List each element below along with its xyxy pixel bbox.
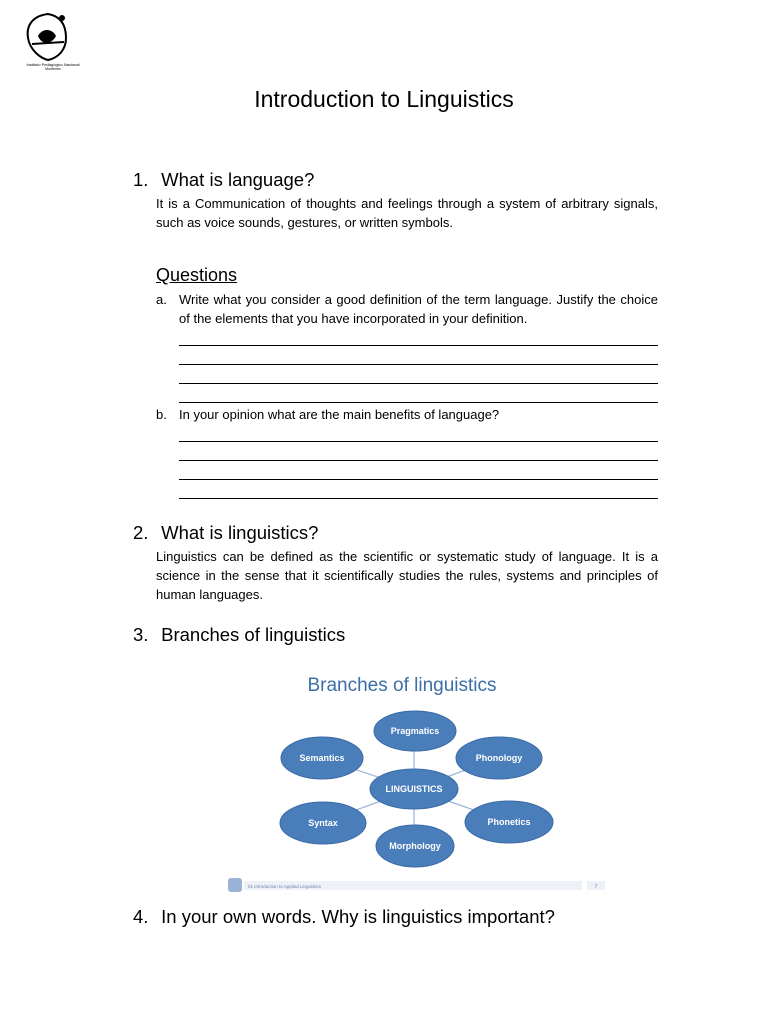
section-title: Branches of linguistics <box>161 624 346 645</box>
answer-line[interactable] <box>179 402 658 403</box>
node-phonetics <box>465 801 553 843</box>
node-semantics <box>281 737 363 779</box>
answer-line[interactable] <box>179 364 658 365</box>
node-label: LINGUISTICS <box>385 784 443 794</box>
document-title: Introduction to Linguistics <box>254 86 514 112</box>
node-pragmatics <box>374 711 456 751</box>
question-letter: b. <box>156 407 167 422</box>
section-number: 3. <box>133 624 149 645</box>
answer-line[interactable] <box>179 441 658 442</box>
section-title: What is language? <box>161 169 315 190</box>
answer-line[interactable] <box>179 460 658 461</box>
section-1-body: It is a Communication of thoughts and feelings through a system of arbitrary signals, such as voice sounds, gestures, or written symbols. <box>156 196 658 230</box>
section-1-heading <box>133 169 314 191</box>
question-letter: a. <box>156 292 167 307</box>
node-phonology <box>456 737 542 779</box>
svg-text:Monterrey: Monterrey <box>45 67 61 70</box>
slide-footer-logo-icon <box>228 878 242 892</box>
diagram-title: Branches of linguistics <box>307 675 497 696</box>
answer-line[interactable] <box>179 498 658 499</box>
section-4-heading <box>133 906 555 928</box>
section-number: 2. <box>133 522 149 543</box>
answer-line[interactable] <box>179 383 658 384</box>
section-number: 4. <box>133 906 149 927</box>
node-syntax <box>280 802 366 844</box>
section-number: 1. <box>133 169 149 190</box>
institution-logo <box>18 8 88 70</box>
section-2-body: Linguistics can be defined as the scientific or systematic study of language. It is a science in the sense that it scientifically studies the rules, systems and principles of human languages. <box>156 549 658 602</box>
answer-line[interactable] <box>179 345 658 346</box>
svg-text:Instituto Pedagógico Nacional: Instituto Pedagógico Nacional <box>26 62 80 67</box>
section-title: What is linguistics? <box>161 522 319 543</box>
question-text: Write what you consider a good definition of the term language. Justify the choice of the elements that you have incorporated in your definition. <box>179 292 658 326</box>
node-label: Phonetics <box>487 817 531 827</box>
answer-line[interactable] <box>179 479 658 480</box>
question-a <box>156 290 658 328</box>
section-3-heading <box>133 624 345 646</box>
node-linguistics <box>370 769 458 809</box>
node-label: Semantics <box>299 753 345 763</box>
node-label: Syntax <box>308 818 338 828</box>
slide-page-number: 7 <box>594 884 598 890</box>
branches-diagram-svg <box>228 662 608 892</box>
node-label: Phonology <box>475 753 523 763</box>
section-2-heading <box>133 522 318 544</box>
section-title: In your own words. Why is linguistics important? <box>161 906 555 927</box>
questions-heading: Questions <box>156 265 238 285</box>
node-morphology <box>376 825 454 867</box>
question-text: In your opinion what are the main benefits of language? <box>179 407 500 422</box>
slide-footer <box>228 878 605 892</box>
branches-diagram <box>228 662 608 892</box>
node-label: Morphology <box>389 841 441 851</box>
node-label: Pragmatics <box>390 726 440 736</box>
slide-footer-caption: 01 Introduction to Applied Linguistics <box>248 884 322 889</box>
question-b <box>156 405 658 424</box>
